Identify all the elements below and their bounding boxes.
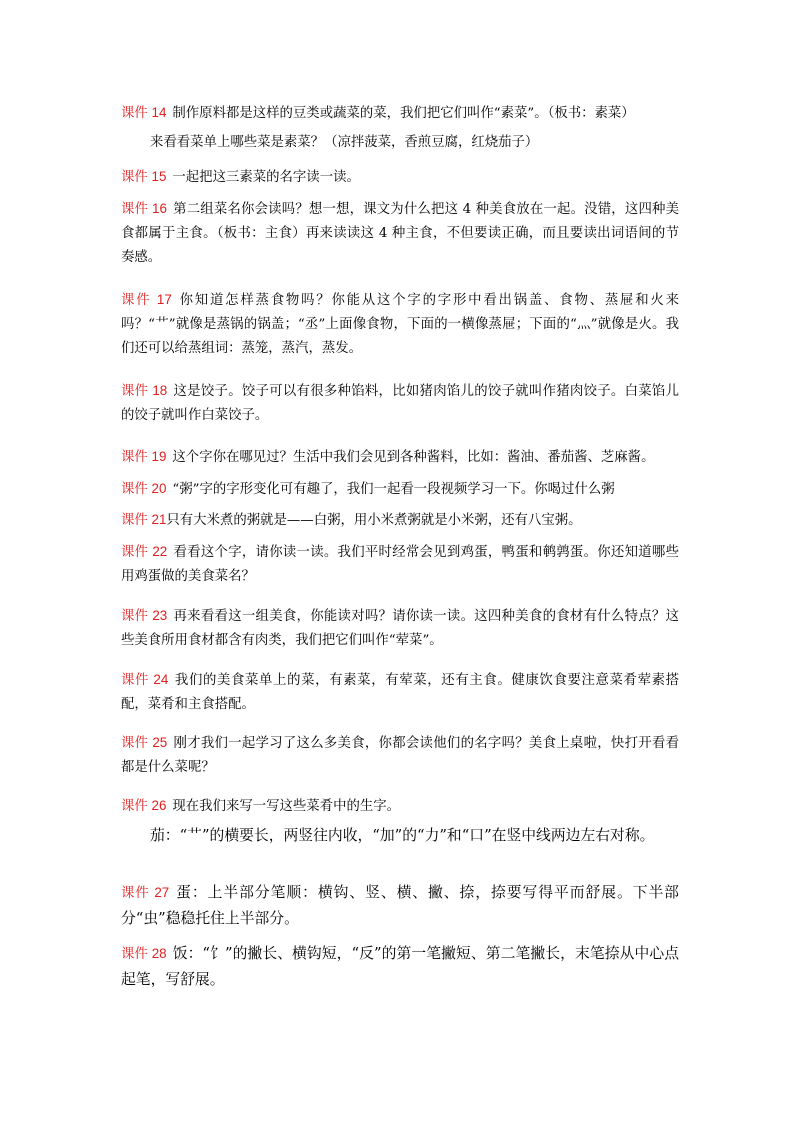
paragraph-kejian-17 (121, 288, 679, 361)
paragraph-menu-question (121, 131, 679, 155)
paragraph-text: 只有大米煮的粥就是——白粥，用小米煮粥就是小米粥，还有八宝粥。 (166, 513, 582, 528)
paragraph-text: “粥”字的字形变化可有趣了，我们一起看一段视频学习一下。你喝过什么粥 (172, 482, 615, 497)
paragraph-text: 第二组菜名你会读吗？想一想，课文为什么把这 4 种美食放在一起。没错，这四种美食都属于主食。（板书：主食）再来读读这 4 种主食，不但要读正确，而且要读出词语间的节奏感。 (121, 202, 679, 265)
slide-tag: 课件 26 (121, 798, 167, 813)
slide-tag: 课件 24 (121, 672, 169, 687)
slide-tag: 课件 25 (121, 735, 168, 750)
paragraph-text: 这是饺子。饺子可以有很多种馅料，比如猪肉馅儿的饺子就叫作猪肉饺子。白菜馅儿的饺子就叫作白菜饺子。 (121, 384, 679, 423)
paragraph-text: 一起把这三素菜的名字读一读。 (172, 170, 360, 185)
slide-tag: 课件 17 (121, 292, 172, 307)
paragraph-text: 茄：“艹”的横要长，两竖往内收，“加”的“力”和“口”在竖中线两边左右对称。 (150, 827, 655, 844)
slide-tag: 课件 22 (121, 544, 168, 559)
paragraph-kejian-14 (121, 101, 679, 126)
paragraph-text: 现在我们来写一写这些菜肴中的生字。 (172, 799, 401, 814)
paragraph-kejian-26 (121, 794, 679, 819)
slide-tag: 课件 18 (121, 383, 168, 398)
slide-tag: 课件 21 (121, 512, 167, 527)
paragraph-text: 这个字你在哪见过？生活中我们会见到各种酱料，比如：酱油、番茄酱、芝麻酱。 (172, 450, 655, 465)
paragraph-kejian-16 (121, 197, 679, 270)
paragraph-kejian-22 (121, 540, 679, 589)
paragraph-kejian-18 (121, 379, 679, 428)
slide-tag: 课件 15 (121, 169, 167, 184)
paragraph-text: 刚才我们一起学习了这么多美食，你都会读他们的名字吗？美食上桌啦，快打开看看都是什么菜呢？ (121, 736, 679, 775)
paragraph-kejian-19 (121, 445, 679, 470)
slide-tag: 课件 27 (121, 885, 170, 900)
paragraph-text: 来看看菜单上哪些菜是素菜？（凉拌菠菜，香煎豆腐，红烧茄子） (150, 135, 539, 150)
paragraph-text: 蛋：上半部分笔顺：横钩、竖、横、撇、捺，捺要写得平而舒展。下半部分“虫”稳稳托住上半部分。 (121, 884, 679, 927)
paragraph-kejian-27 (121, 880, 679, 932)
slide-tag: 课件 16 (121, 201, 167, 216)
paragraph-kejian-23 (121, 604, 679, 653)
paragraph-text: 制作原料都是这样的豆类或蔬菜的菜，我们把它们叫作“素菜”。（板书：素菜） (172, 106, 635, 121)
paragraph-text: 你知道怎样蒸食物吗？你能从这个字的字形中看出锅盖、食物、蒸屉和火来吗？“艹”就像是蒸锅的锅盖；“丞”上面像食物，下面的一横像蒸屉；下面的“灬”就像是火。我们还可以给蒸组词：蒸笼，蒸汽，蒸发。 (121, 293, 679, 356)
slide-tag: 课件 28 (121, 946, 167, 961)
paragraph-kejian-24 (121, 668, 679, 717)
slide-tag: 课件 14 (121, 105, 167, 120)
paragraph-text: 饭：“饣”的撇长、横钩短，“反”的第一笔撇短、第二笔撇长，末笔捺从中心点起笔，写舒展。 (121, 945, 679, 988)
paragraph-text: 我们的美食菜单上的菜，有素菜，有荤菜，还有主食。健康饮食要注意菜肴荤素搭配，菜肴和主食搭配。 (121, 673, 680, 712)
paragraph-kejian-21 (121, 508, 679, 533)
paragraph-kejian-28 (121, 941, 679, 993)
paragraph-text: 看看这个字，请你读一读。我们平时经常会见到鸡蛋，鸭蛋和鹌鹑蛋。你还知道哪些用鸡蛋做的美食菜名？ (121, 545, 679, 584)
paragraph-kejian-15 (121, 165, 679, 190)
paragraph-qie-writing (121, 823, 679, 849)
slide-tag: 课件 20 (121, 481, 167, 496)
paragraph-kejian-25 (121, 731, 679, 780)
slide-tag: 课件 19 (121, 449, 167, 464)
paragraph-text: 再来看看这一组美食，你能读对吗？请你读一读。这四种美食的食材有什么特点？这些美食所用食材都含有肉类，我们把它们叫作“荤菜”。 (121, 609, 679, 648)
slide-tag: 课件 23 (121, 608, 168, 623)
paragraph-kejian-20 (121, 477, 679, 502)
